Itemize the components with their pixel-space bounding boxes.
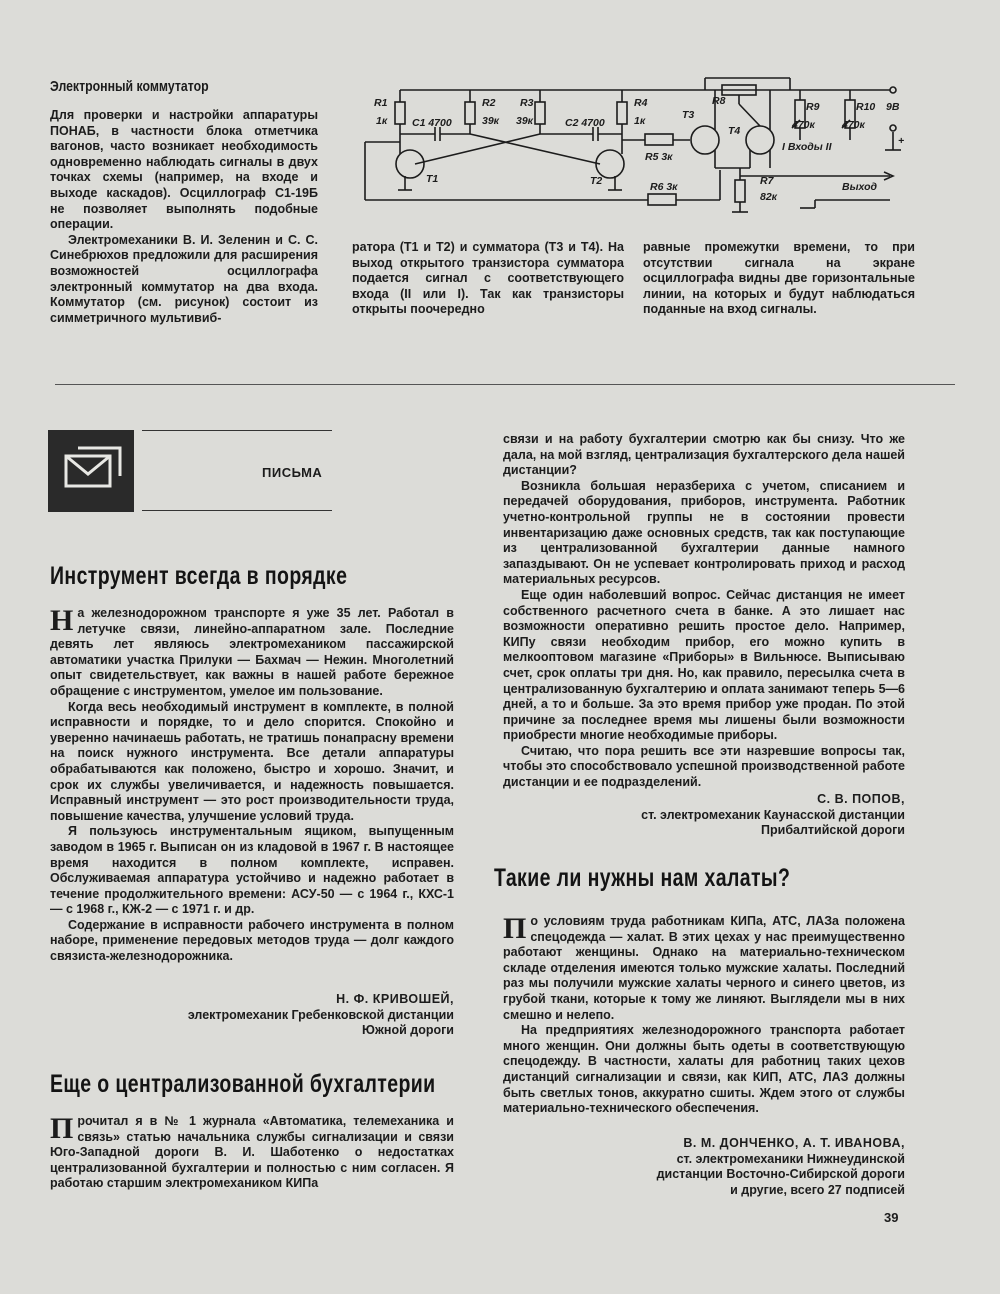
article3-paragraph: Возникла большая неразбериха с учетом, списанием и передачей оборудования, приборов, инструмента. Работник учетно-контрольной группы не в состоянии провести инвентаризацию даже основных средств, так как поступающие из централизованной бухгалтерии данные намного запаздывают. Он не успевает контролировать приход и расход материальных ресурсов. [503,478,905,587]
article3-paragraph: Считаю, что пора решить все эти назревшие вопросы так, чтобы это способствовало успешной производственной работе дистанции и ее подразделений. [503,743,905,790]
circuit-label: 470к [842,119,865,131]
circuit-label: + [898,135,905,147]
signature-line: дистанции Восточно-Сибирской дороги [656,1167,905,1182]
article2-signature [50,992,454,1039]
section-divider [55,384,955,385]
circuit-label: С1 4700 [412,117,452,129]
circuit-label: R2 [482,97,496,109]
article1-paragraph: ратора (Т1 и Т2) и сумматора (Т3 и Т4). На выход открытого транзистора сумматора подается сигнал с соответствующего входа (II или I). Так как транзисторы открыты поочередно [352,240,624,317]
signature-line: Прибалтийской дороги [761,823,905,838]
circuit-label: Т2 [590,175,603,187]
article1-paragraph: Для проверки и настройки аппаратуры ПОНАБ, в частности блока отметчика вагонов, часто возникает необходимость одновременно наблюдать сигналы в двух точках схемы (например, на входе и выходе каскадов). Осциллограф С1-19Б не позволяет выполнять подобные операции. [50,108,318,232]
article2-dropcap: Н [50,604,74,637]
article4-paragraph: о условиям труда работникам КИПа, АТС, ЛАЗа положена спецодежда — халат. В этих цехах у нас преимущественно работают женщины. Однако на материально-техническом складе отделения имеются только мужские халаты. Последний раз мы получили мужские халаты черного и синего цветов, из грубой ткани, которые к тому же линяют. Выглядели мы в них смешно и нелепо. [503,914,905,1022]
circuit-label: R6 3к [650,181,678,193]
signature-name: В. М. ДОНЧЕНКО, А. Т. ИВАНОВА, [683,1136,905,1150]
circuit-label: R5 3к [645,151,673,163]
article4-title: Такие ли нужны нам халаты? [494,864,791,892]
article2-paragraph: Содержание в исправности рабочего инструмента в полном наборе, применение передовых методов труда — долг каждого связиста-железнодорожника. [50,917,454,964]
article4-body [503,914,905,1117]
article3-paragraph: Еще один наболевший вопрос. Сейчас дистанция не имеет собственного расчетного счета в банке. А это лишает нас возможности оперативно решить простое дело. Например, КИПу связи необходим прибор, его можно купить в мелкооптовом магазине «Приборы» в Вильнюсе. Выписываю счет, срок оплаты три дня. Но, как правило, пересылка счета в централизованную бухгалтерию и оплата занимают теперь 5—6 дней, а то и больше. За это время прибор уже продан. По этой причине за последнее время мы лишены были возможности приобрести многие необходимые приборы. [503,587,905,743]
envelope-icon [48,430,134,512]
article2-paragraph: Когда весь необходимый инструмент в комплекте, в полной исправности и порядке, то и дело спорится. Спокойно и уверенно начинаешь работать, не тратишь понапрасну времени на поиск нужного инструмента. Все детали аппаратуры обрабатываются как положено, быстро и хорошо. Значит, и срок их службы увеличивается, и надежность повышается. Исправный инструмент — это рост производительности труда, повышение качества, улучшение условий труда. [50,699,454,823]
article1-column-1 [50,108,318,326]
circuit-label: R1 [374,97,388,109]
signature-line: ст. электромеханик Каунасской дистанции [641,807,905,822]
circuit-schematic [360,72,920,232]
article1-column-3 [643,240,915,318]
signature-line: Южной дороги [362,1023,454,1038]
article3-paragraph: связи и на работу бухгалтерии смотрю как бы снизу. Что же дала, на мой взгляд, централизация бухгалтерского дела нашей дистанции? [503,432,905,478]
article1-paragraph: равные промежутки времени, то при отсутствии сигнала на экране осциллографа видны две горизонтальные линии, на которых и будут наблюдаться поданные на вход сигналы. [643,240,915,317]
article4-paragraph: На предприятиях железнодорожного транспорта работает много женщин. Они должны быть одеты в соответствующую спецодежду. В частности, халаты для работниц таких цехов дистанций сигнализации и связи, как КИП, АТС, ЛАЗ должны быть светлых тонов, аккуратно сшиты. Ждем этого от службы материально-технического обеспечения. [503,1023,905,1116]
article2-paragraph: Я пользуюсь инструментальным ящиком, выпущенным заводом в 1965 г. Выписан он из кладовой в 1967 г. В настоящее время находится в полном комплекте, исправен. Обслуживаемая аппаратура устойчиво и надежно работает в течение продолжительного времени: АСУ-50 — с 1964 г., КХС-1 — с 1968 г., КЖ-2 — с 1971 г. и др. [50,824,454,917]
letters-header-line-bottom [142,510,332,511]
article3-signature [503,792,905,839]
letters-header-label: ПИСЬМА [262,465,323,480]
article1-column-2 [352,240,624,318]
signature-line: ст. электромеханики Нижнеудинской [676,1151,905,1166]
circuit-label: I Входы II [782,141,832,153]
page-number: 39 [884,1210,899,1225]
circuit-label: 1к [376,115,388,127]
article2-body [50,606,454,965]
article2-paragraph: а железнодорожном транспорте я уже 35 лет. Работал в летучке связи, линейно-аппаратном зале. Последние девять лет являюсь электромехаником пассажирской автоматики участка Прилуки — Бахмач — Нежин. Многолетний опыт свидетельствует, как важны в нашей работе бережное обращение с инструментом, умелое им пользование. [50,606,454,698]
signature-name: Н. Ф. КРИВОШЕЙ, [336,992,454,1006]
letters-icon [48,430,134,512]
article4-signature [503,1136,905,1198]
circuit-label: С2 4700 [565,117,605,129]
article1-title: Электронный коммутатор [50,78,209,95]
circuit-label: Т3 [682,109,695,121]
circuit-label: R4 [634,97,648,109]
signature-name: С. В. ПОПОВ, [817,792,905,806]
circuit-label: Выход [842,181,878,193]
circuit-label: 39к [516,115,534,127]
circuit-label: Т1 [426,173,439,185]
circuit-label: 39к [482,115,500,127]
circuit-label: R10 [856,101,876,113]
signature-line: и другие, всего 27 подписей [730,1182,905,1197]
circuit-label: R8 [712,95,726,107]
circuit-label: 82к [760,191,778,203]
circuit-label: 470к [792,119,815,131]
article1-paragraph: Электромеханики В. И. Зеленин и С. С. Синебрюхов предложили для расширения возможностей осциллографа электронный коммутатор на два входа. Коммутатор (см. рисунок) состоит из симметричного мультивиб- [50,232,318,325]
circuit-label: R7 [760,175,774,187]
article3-title: Еще о централизованной бухгалтерии [50,1070,436,1098]
article3-continuation [503,432,905,791]
article2-title: Инструмент всегда в порядке [50,562,348,590]
article3-body [50,1114,454,1192]
circuit-label: 9В [886,101,900,113]
article3-dropcap: П [50,1112,74,1145]
circuit-label: R9 [806,101,820,113]
circuit-label: 1к [634,115,646,127]
circuit-label: R3 [520,97,534,109]
letters-header-line-top [142,430,332,431]
circuit-label: Т4 [728,125,741,137]
article3-paragraph: рочитал я в № 1 журнала «Автоматика, телемеханика и связь» статью начальника службы сигнализации и связи Юго-Западной дороги В. И. Шаботенко о недостатках централизованной бухгалтерии и полностью с ним согласен. Я работаю старшим электромехаником КИПа [50,1114,454,1191]
article4-dropcap: П [503,912,527,945]
signature-line: электромеханик Гребенковской дистанции [187,1007,454,1022]
